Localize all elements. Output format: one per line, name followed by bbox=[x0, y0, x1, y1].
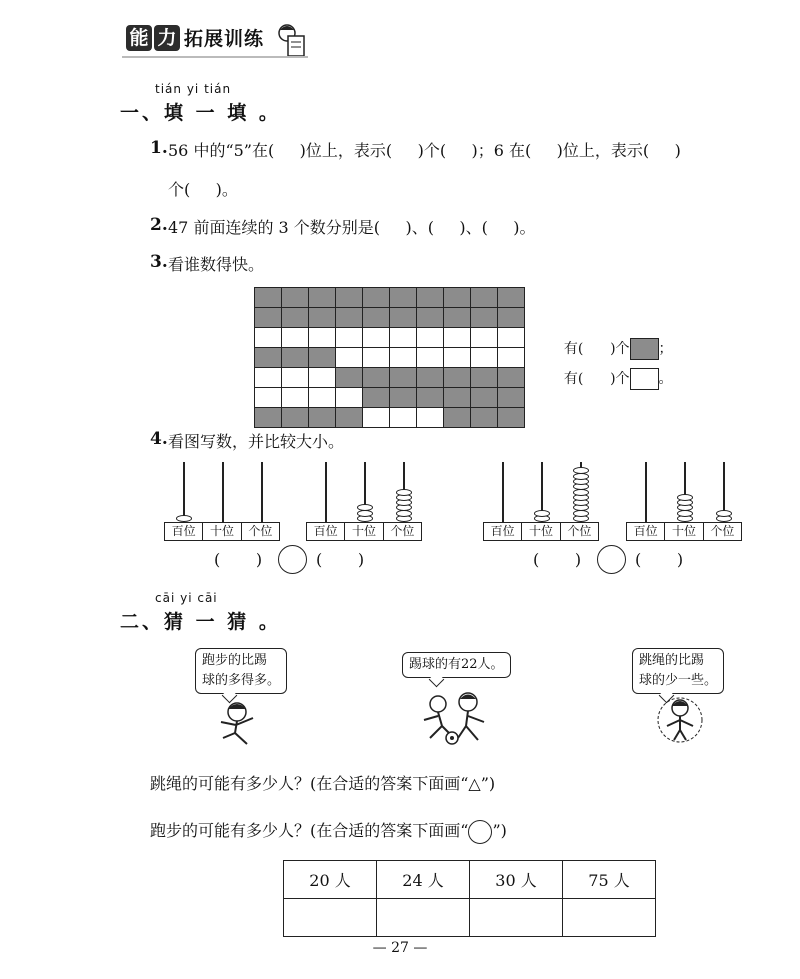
question-text: 56 中的“5”在( )位上，表示( )个( )；6 在( )位上，表示( ) bbox=[168, 141, 681, 160]
white-cell bbox=[444, 328, 471, 348]
gray-cell bbox=[390, 288, 417, 308]
place-label: 百位 bbox=[165, 523, 203, 540]
gray-cell bbox=[390, 308, 417, 328]
white-cell bbox=[498, 348, 525, 368]
abacus bbox=[306, 462, 422, 542]
place-label: 百位 bbox=[307, 523, 345, 540]
white-cell bbox=[309, 388, 336, 408]
question-text-part: ”) bbox=[492, 821, 507, 840]
white-cell bbox=[471, 328, 498, 348]
question-number: 4. bbox=[150, 429, 168, 449]
white-cell bbox=[336, 328, 363, 348]
gray-cell bbox=[417, 288, 444, 308]
page-number: — 27 — bbox=[372, 940, 428, 956]
white-cell bbox=[363, 328, 390, 348]
speech-bubble: 跳绳的比踢 球的少一些。 bbox=[632, 648, 724, 694]
abacus bbox=[164, 462, 280, 542]
abacus-base bbox=[626, 522, 742, 541]
grid-answer-white bbox=[555, 352, 673, 390]
gray-cell bbox=[498, 408, 525, 428]
section-pinyin: cāi yi cāi bbox=[155, 591, 218, 605]
answer-cell[interactable] bbox=[563, 899, 656, 937]
answer-cell[interactable] bbox=[284, 899, 377, 937]
white-cell bbox=[471, 348, 498, 368]
answer-table bbox=[283, 860, 656, 937]
gray-cell bbox=[309, 348, 336, 368]
gray-cell bbox=[282, 308, 309, 328]
header-badge: 能 bbox=[126, 25, 152, 51]
gray-cell bbox=[336, 308, 363, 328]
gray-cell bbox=[444, 388, 471, 408]
white-cell bbox=[417, 328, 444, 348]
soccer-kids-icon bbox=[418, 690, 496, 746]
question-text: 个( )。 bbox=[168, 180, 238, 199]
section-pinyin: tián yi tián bbox=[155, 82, 232, 96]
compare-circle bbox=[597, 545, 626, 574]
gray-cell bbox=[282, 288, 309, 308]
gray-cell bbox=[498, 368, 525, 388]
table-cell: 30 人 bbox=[470, 861, 563, 899]
place-label: 百位 bbox=[484, 523, 522, 540]
header-title: 拓展训练 bbox=[184, 28, 265, 50]
gray-cell bbox=[282, 408, 309, 428]
abacus-bead bbox=[176, 515, 192, 522]
question-number: 2. bbox=[150, 215, 168, 235]
abacus bbox=[483, 462, 599, 542]
question-text: 47 前面连续的 3 个数分别是( )、( )、( )。 bbox=[168, 218, 536, 237]
table-cell: 24 人 bbox=[377, 861, 470, 899]
gray-cell bbox=[255, 348, 282, 368]
gray-cell bbox=[390, 388, 417, 408]
gray-cell bbox=[471, 308, 498, 328]
gray-cell bbox=[363, 308, 390, 328]
gray-cell bbox=[498, 388, 525, 408]
abacus-base bbox=[483, 522, 599, 541]
gray-cell bbox=[417, 388, 444, 408]
white-cell bbox=[363, 348, 390, 368]
abacus-rod bbox=[261, 462, 263, 522]
abacus-rod bbox=[502, 462, 504, 522]
gray-cell bbox=[498, 288, 525, 308]
answer-cell[interactable] bbox=[470, 899, 563, 937]
gray-cell bbox=[363, 368, 390, 388]
white-cell bbox=[444, 348, 471, 368]
gray-cell bbox=[255, 288, 282, 308]
grid-row bbox=[255, 348, 525, 368]
abacus-rod bbox=[183, 462, 185, 522]
answer-cell[interactable] bbox=[377, 899, 470, 937]
answer-paren: ( ) bbox=[635, 550, 684, 569]
place-label: 个位 bbox=[710, 524, 735, 538]
answer-paren: ( ) bbox=[533, 550, 582, 569]
counting-grid bbox=[254, 287, 525, 428]
white-cell bbox=[498, 328, 525, 348]
gray-cell bbox=[417, 308, 444, 328]
answer-label: 有( )个 bbox=[563, 341, 630, 357]
abacus-bead bbox=[716, 510, 732, 517]
jump-rope-child-icon bbox=[655, 694, 705, 744]
gray-cell bbox=[282, 348, 309, 368]
abacus-rod bbox=[325, 462, 327, 522]
place-label: 十位 bbox=[665, 523, 703, 540]
gray-cell bbox=[471, 408, 498, 428]
answer-paren: ( ) bbox=[214, 550, 263, 569]
speech-bubble: 跑步的比踢 球的多得多。 bbox=[195, 648, 287, 694]
place-label: 十位 bbox=[203, 523, 241, 540]
question-text: 看谁数得快。 bbox=[168, 255, 265, 274]
white-cell bbox=[282, 388, 309, 408]
question-text-part: 跑步的可能有多少人？(在合适的答案下面画“ bbox=[150, 821, 469, 840]
white-cell bbox=[309, 368, 336, 388]
question-number: 3. bbox=[150, 252, 168, 272]
abacus-bead bbox=[677, 494, 693, 501]
white-cell bbox=[336, 348, 363, 368]
question-text bbox=[150, 818, 507, 844]
white-cell bbox=[363, 408, 390, 428]
running-child-icon bbox=[215, 700, 265, 748]
place-label: 十位 bbox=[345, 523, 383, 540]
grid-row bbox=[255, 388, 525, 408]
white-cell bbox=[255, 388, 282, 408]
white-cell bbox=[282, 368, 309, 388]
gray-cell bbox=[336, 408, 363, 428]
table-row bbox=[284, 861, 656, 899]
question-number: 1. bbox=[150, 138, 168, 158]
white-cell bbox=[390, 408, 417, 428]
reading-girl-icon bbox=[274, 22, 308, 60]
white-cell bbox=[390, 348, 417, 368]
place-label: 个位 bbox=[248, 524, 273, 538]
gray-cell bbox=[444, 308, 471, 328]
gray-cell bbox=[444, 288, 471, 308]
place-label: 个位 bbox=[390, 524, 415, 538]
abacus-bead bbox=[534, 510, 550, 517]
answer-label: ； bbox=[658, 341, 673, 357]
abacus-base bbox=[164, 522, 280, 541]
white-cell bbox=[282, 328, 309, 348]
table-cell: 20 人 bbox=[284, 861, 377, 899]
grid-row bbox=[255, 408, 525, 428]
gray-cell bbox=[309, 288, 336, 308]
header-badge: 力 bbox=[154, 25, 180, 51]
header-banner bbox=[122, 22, 308, 62]
white-cell bbox=[417, 348, 444, 368]
white-square-icon bbox=[630, 368, 659, 390]
white-cell bbox=[255, 328, 282, 348]
abacus bbox=[626, 462, 742, 542]
gray-cell bbox=[444, 408, 471, 428]
gray-cell bbox=[471, 368, 498, 388]
gray-cell bbox=[363, 288, 390, 308]
table-cell: 75 人 bbox=[563, 861, 656, 899]
place-label: 十位 bbox=[522, 523, 560, 540]
table-row bbox=[284, 899, 656, 937]
gray-cell bbox=[336, 288, 363, 308]
gray-cell bbox=[444, 368, 471, 388]
gray-cell bbox=[471, 388, 498, 408]
circle-icon bbox=[468, 820, 492, 844]
gray-cell bbox=[255, 308, 282, 328]
white-cell bbox=[336, 388, 363, 408]
grid-row bbox=[255, 288, 525, 308]
compare-circle bbox=[278, 545, 307, 574]
abacus-base bbox=[306, 522, 422, 541]
white-cell bbox=[390, 328, 417, 348]
abacus-rod bbox=[222, 462, 224, 522]
gray-cell bbox=[417, 368, 444, 388]
gray-cell bbox=[309, 408, 336, 428]
section-heading: 一、填 一 填 。 bbox=[120, 102, 281, 124]
abacus-rod bbox=[645, 462, 647, 522]
place-label: 个位 bbox=[567, 524, 592, 538]
gray-cell bbox=[390, 368, 417, 388]
place-label: 百位 bbox=[627, 523, 665, 540]
answer-label: 有( )个 bbox=[563, 371, 630, 387]
gray-cell bbox=[498, 308, 525, 328]
gray-cell bbox=[309, 308, 336, 328]
section-heading: 二、猜 一 猜 。 bbox=[120, 611, 281, 633]
question-text: 跳绳的可能有多少人？(在合适的答案下面画“△”) bbox=[150, 774, 496, 793]
answer-paren: ( ) bbox=[316, 550, 365, 569]
answer-label: 。 bbox=[658, 371, 673, 387]
grid-row bbox=[255, 308, 525, 328]
header-underline bbox=[122, 56, 308, 58]
grid-row bbox=[255, 328, 525, 348]
white-cell bbox=[255, 368, 282, 388]
abacus-bead bbox=[396, 489, 412, 496]
speech-bubble: 踢球的有22人。 bbox=[402, 652, 511, 678]
question-text: 看图写数，并比较大小。 bbox=[168, 432, 345, 451]
gray-cell bbox=[336, 368, 363, 388]
gray-cell bbox=[471, 288, 498, 308]
gray-cell bbox=[363, 388, 390, 408]
gray-cell bbox=[255, 408, 282, 428]
grid-row bbox=[255, 368, 525, 388]
white-cell bbox=[417, 408, 444, 428]
white-cell bbox=[309, 328, 336, 348]
